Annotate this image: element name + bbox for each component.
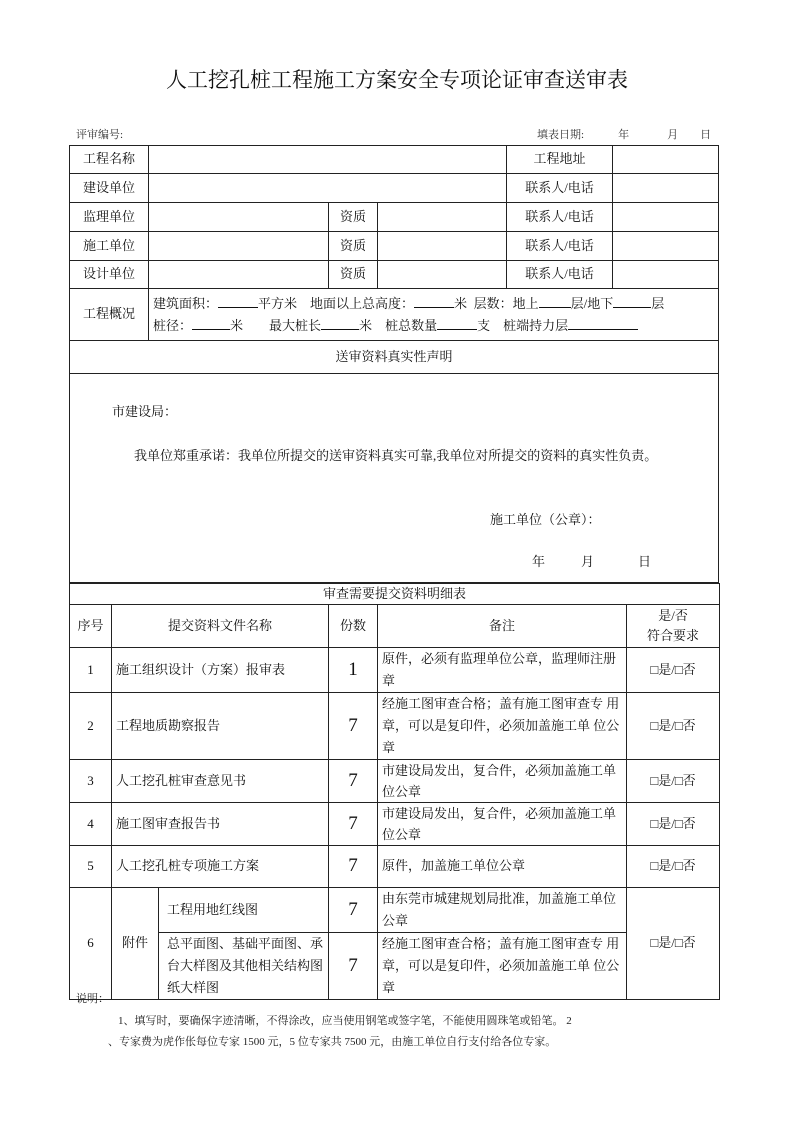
contractor-field[interactable] — [149, 232, 329, 261]
contact-field[interactable] — [613, 203, 719, 232]
table-cell: 7 — [329, 846, 378, 888]
text: 年 — [532, 554, 546, 569]
project-info-table — [69, 145, 719, 583]
text: 桩端持力层 — [503, 317, 569, 333]
text: 最大桩长 — [269, 317, 322, 333]
col-copies: 份数 — [329, 605, 378, 648]
attachment-label: 附件 — [112, 888, 159, 1000]
table-cell: 施工图审查报告书 — [112, 803, 329, 846]
table-cell: 7 — [329, 760, 378, 803]
table-cell: 市建设局发出，复合件，必须加盖施工单位公章 — [378, 803, 627, 846]
designer-field[interactable] — [149, 261, 329, 289]
seal-label: 施工单位（公章）： — [490, 512, 601, 527]
blank-line[interactable] — [321, 315, 359, 330]
declaration-recipient: 市建设局： — [112, 404, 178, 419]
builder-field[interactable] — [149, 174, 507, 203]
qualification-field[interactable] — [378, 203, 507, 232]
text: 米 — [454, 295, 468, 311]
form-title: 人工挖孔桩工程施工方案安全专项论证审查送审表 — [166, 68, 628, 92]
table-cell: 由东莞市城建规划局批准，加盖施工单位公章 — [378, 888, 627, 933]
notes-label: 说明： — [76, 993, 109, 1005]
table-cell: 原件，加盖施工单位公章 — [378, 846, 627, 888]
compliance-checkbox[interactable]: □是/□否 — [627, 888, 720, 1000]
table-cell: 原件，必须有监理单位公章，监理师注册章 — [378, 648, 627, 693]
qualification-label: 资质 — [329, 261, 378, 289]
fill-date-label — [537, 126, 711, 142]
text: 桩径： — [153, 317, 193, 333]
text: 地面以上总高度： — [310, 295, 415, 311]
builder-label: 建设单位 — [70, 174, 149, 203]
compliance-checkbox[interactable]: □是/□否 — [627, 693, 720, 760]
text: 日 — [700, 129, 712, 141]
text: 平方米 — [258, 295, 298, 311]
col-compliance — [627, 605, 720, 648]
text: 米 — [230, 317, 244, 333]
col-no: 序号 — [70, 605, 112, 648]
overview-field[interactable] — [149, 289, 719, 341]
qualification-field[interactable] — [378, 232, 507, 261]
qualification-label: 资质 — [329, 232, 378, 261]
materials-table — [69, 583, 720, 1000]
blank-line[interactable] — [568, 315, 638, 330]
table-cell: 总平面图、基础平面图、承台大样图及其他相关结构图纸大样图 — [159, 933, 329, 1000]
table-cell: 1 — [70, 648, 112, 693]
table-row — [70, 760, 720, 803]
table-cell: 工程用地红线图 — [159, 888, 329, 933]
contact-field[interactable] — [613, 261, 719, 289]
table-row — [70, 846, 720, 888]
table-cell: 1 — [329, 648, 378, 693]
project-name-field[interactable] — [149, 146, 507, 174]
text: 日 — [638, 554, 652, 569]
table-cell: 施工组织设计（方案）报审表 — [112, 648, 329, 693]
supervisor-label: 监理单位 — [70, 203, 149, 232]
table-row — [70, 888, 720, 933]
col-remark: 备注 — [378, 605, 627, 648]
table-cell: 2 — [70, 693, 112, 760]
project-address-label: 工程地址 — [507, 146, 613, 174]
table-cell: 市建设局发出，复合件，必须加盖施工单位公章 — [378, 760, 627, 803]
table-row — [70, 693, 720, 760]
col-name: 提交资料文件名称 — [112, 605, 329, 648]
blank-line[interactable] — [613, 293, 651, 308]
compliance-checkbox[interactable]: □是/□否 — [627, 846, 720, 888]
text: 月 — [581, 554, 595, 569]
text: 支 — [477, 317, 491, 333]
table-row — [70, 648, 720, 693]
table-cell: 7 — [329, 888, 378, 933]
table-cell: 3 — [70, 760, 112, 803]
compliance-checkbox[interactable]: □是/□否 — [627, 760, 720, 803]
table-cell: 人工挖孔桩审查意见书 — [112, 760, 329, 803]
text: 米 — [359, 317, 373, 333]
table-cell: 经施工图审查合格；盖有施工图审查专 用章，可以是复印件，必须加盖施工单 位公章 — [378, 693, 627, 760]
blank-line[interactable] — [539, 293, 571, 308]
note-2: 、专家费为虎作伥每位专家 1500 元，5 位专家共 7500 元，由施工单位自行支付给各位专家。 — [108, 1036, 557, 1048]
table-cell: 经施工图审查合格；盖有施工图审查专 用章，可以是复印件，必须加盖施工单 位公章 — [378, 933, 627, 1000]
text: 桩总数量 — [385, 317, 438, 333]
blank-line[interactable] — [437, 315, 477, 330]
blank-line[interactable] — [218, 293, 258, 308]
contact-label: 联系人/电话 — [507, 261, 613, 289]
declaration-heading: 送审资料真实性声明 — [70, 341, 719, 374]
overview-label: 工程概况 — [70, 289, 149, 341]
table-cell: 4 — [70, 803, 112, 846]
table-cell: 7 — [329, 933, 378, 1000]
text: 符合要求 — [647, 628, 700, 643]
table-cell: 工程地质勘察报告 — [112, 693, 329, 760]
contact-field[interactable] — [613, 232, 719, 261]
table-cell: 7 — [329, 803, 378, 846]
declaration-date — [532, 550, 651, 575]
text: 填表日期: — [537, 129, 585, 141]
text: 层/地下 — [570, 295, 614, 311]
text: 是/否 — [658, 608, 688, 623]
text: 年 — [618, 129, 630, 141]
compliance-checkbox[interactable]: □是/□否 — [627, 648, 720, 693]
contact-label: 联系人/电话 — [507, 232, 613, 261]
contractor-label: 施工单位 — [70, 232, 149, 261]
note-1: 1、填写时，要确保字迹清晰，不得涂改，应当使用钢笔或签字笔，不能使用圆珠笔或铅笔。 2 — [118, 1015, 572, 1027]
supervisor-field[interactable] — [149, 203, 329, 232]
table-cell: 6 — [70, 888, 112, 1000]
blank-line[interactable] — [414, 293, 454, 308]
table-cell: 7 — [329, 693, 378, 760]
blank-line[interactable] — [192, 315, 230, 330]
contact-field[interactable] — [613, 174, 719, 203]
qualification-field[interactable] — [378, 261, 507, 289]
table-cell: 人工挖孔桩专项施工方案 — [112, 846, 329, 888]
table-row — [70, 803, 720, 846]
declaration-body — [70, 374, 719, 583]
designer-label: 设计单位 — [70, 261, 149, 289]
review-number-label: 评审编号: — [76, 129, 124, 141]
compliance-checkbox[interactable]: □是/□否 — [627, 803, 720, 846]
materials-heading: 审查需要提交资料明细表 — [70, 584, 720, 605]
qualification-label: 资质 — [329, 203, 378, 232]
text: 建筑面积： — [153, 295, 219, 311]
contact-label: 联系人/电话 — [507, 203, 613, 232]
text: 月 — [667, 129, 679, 141]
table-row — [70, 933, 720, 1000]
project-address-field[interactable] — [613, 146, 719, 174]
declaration-text: 我单位郑重承诺：我单位所提交的送审资料真实可靠,我单位对所提交的资料的真实性负责。 — [134, 448, 658, 463]
project-name-label: 工程名称 — [70, 146, 149, 174]
text: 层 — [651, 295, 665, 311]
contact-label: 联系人/电话 — [507, 174, 613, 203]
text: 层数：地上 — [473, 295, 539, 311]
table-cell: 5 — [70, 846, 112, 888]
